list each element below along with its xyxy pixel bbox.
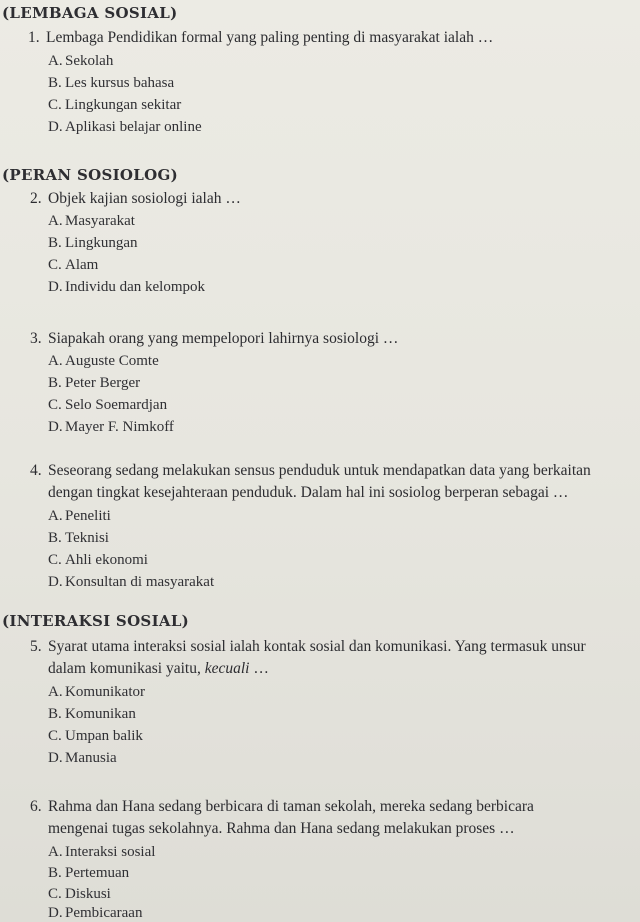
question-4-stem-line-2: dengan tingkat kesejahteraan penduduk. Dalam hal ini sosiolog berperan sebagai … <box>48 484 569 501</box>
option-text: Selo Soemardjan <box>65 397 168 413</box>
question-3-option-c[interactable] <box>48 396 167 414</box>
option-text: Individu dan kelompok <box>65 279 205 295</box>
question-4-option-d[interactable] <box>48 573 214 591</box>
question-6-option-b[interactable] <box>48 864 129 882</box>
option-letter: A. <box>48 213 63 229</box>
question-3-option-a[interactable] <box>48 352 159 370</box>
option-text: Lingkungan <box>65 235 138 251</box>
option-text: Pembicaraan <box>65 905 143 921</box>
option-text: Pertemuan <box>65 865 130 881</box>
option-letter: C. <box>48 728 62 744</box>
question-number: 2. <box>30 190 42 207</box>
section-heading-lembaga-sosial: (LEMBAGA SOSIAL) <box>2 4 178 22</box>
option-text: Peneliti <box>65 508 111 524</box>
option-letter: C. <box>48 97 62 113</box>
option-text: Ahli ekonomi <box>65 552 148 568</box>
question-2-stem <box>30 189 241 209</box>
option-text: Mayer F. Nimkoff <box>65 419 174 435</box>
option-letter: A. <box>48 844 63 860</box>
option-letter: A. <box>48 684 63 700</box>
option-letter: D. <box>48 119 63 135</box>
ellipsis: … <box>253 660 269 677</box>
question-1-option-d[interactable] <box>48 118 202 136</box>
question-2-option-b[interactable] <box>48 234 138 252</box>
option-text: Aplikasi belajar online <box>65 119 202 135</box>
question-5-option-d[interactable] <box>48 749 117 767</box>
question-text: Seseorang sedang melakukan sensus penduduk untuk mendapatkan data yang berkaitan <box>48 462 591 479</box>
question-5-stem-line-1 <box>30 637 586 657</box>
question-2-option-a[interactable] <box>48 212 135 230</box>
option-text: Teknisi <box>65 530 109 546</box>
option-text: Masyarakat <box>65 213 135 229</box>
option-letter: B. <box>48 530 62 546</box>
option-text: Umpan balik <box>65 728 143 744</box>
option-text: Komunikan <box>65 706 136 722</box>
question-number: 3. <box>30 330 42 347</box>
option-text: Lingkungan sekitar <box>65 97 182 113</box>
question-5-stem-line-2 <box>48 659 269 679</box>
option-letter: D. <box>48 279 63 295</box>
option-letter: B. <box>48 865 62 881</box>
option-text: Manusia <box>65 750 117 766</box>
question-4-option-a[interactable] <box>48 507 111 525</box>
question-3-option-b[interactable] <box>48 374 140 392</box>
question-5-option-b[interactable] <box>48 705 136 723</box>
option-text: Les kursus bahasa <box>65 75 175 91</box>
option-text: Konsultan di masyarakat <box>65 574 215 590</box>
option-letter: D. <box>48 419 63 435</box>
option-letter: A. <box>48 53 63 69</box>
question-1-option-b[interactable] <box>48 74 174 92</box>
question-text: Objek kajian sosiologi ialah … <box>48 190 241 207</box>
emphasis-kecuali: kecuali <box>204 660 250 677</box>
option-text: Auguste Comte <box>65 353 159 369</box>
question-text: Siapakah orang yang mempelopori lahirnya sosiologi … <box>48 330 399 347</box>
question-1-stem <box>28 28 493 48</box>
question-number: 6. <box>30 798 42 815</box>
question-2-option-c[interactable] <box>48 256 98 274</box>
question-4-option-c[interactable] <box>48 551 148 569</box>
section-heading-interaksi-sosial: (INTERAKSI SOSIAL) <box>2 612 190 630</box>
question-5-option-a[interactable] <box>48 683 145 701</box>
question-number: 4. <box>30 462 42 479</box>
question-number: 1. <box>28 29 40 46</box>
question-4-option-b[interactable] <box>48 529 109 547</box>
question-text: Rahma dan Hana sedang berbicara di taman sekolah, mereka sedang berbicara <box>48 798 534 815</box>
question-text: Lembaga Pendidikan formal yang paling penting di masyarakat ialah … <box>46 29 494 46</box>
option-text: Diskusi <box>65 886 111 902</box>
question-3-stem <box>30 329 398 349</box>
question-6-option-c[interactable] <box>48 885 111 903</box>
option-text: Interaksi sosial <box>65 844 156 860</box>
question-6-stem-line-2: mengenai tugas sekolahnya. Rahma dan Hana sedang melakukan proses … <box>48 820 515 837</box>
option-text: Alam <box>65 257 99 273</box>
option-letter: B. <box>48 75 62 91</box>
option-letter: D. <box>48 750 63 766</box>
option-letter: D. <box>48 574 63 590</box>
option-letter: C. <box>48 552 62 568</box>
option-letter: B. <box>48 235 62 251</box>
question-1-option-c[interactable] <box>48 96 181 114</box>
question-text: dalam komunikasi yaitu, <box>48 660 201 677</box>
question-6-option-d[interactable] <box>48 904 142 922</box>
option-letter: A. <box>48 353 63 369</box>
option-letter: C. <box>48 257 62 273</box>
question-5-option-c[interactable] <box>48 727 143 745</box>
question-4-stem-line-1 <box>30 461 591 481</box>
question-3-option-d[interactable] <box>48 418 174 436</box>
option-letter: D. <box>48 905 63 921</box>
option-letter: C. <box>48 397 62 413</box>
question-number: 5. <box>30 638 42 655</box>
option-letter: B. <box>48 706 62 722</box>
option-text: Sekolah <box>65 53 114 69</box>
option-letter: C. <box>48 886 62 902</box>
option-letter: A. <box>48 508 63 524</box>
option-text: Komunikator <box>65 684 145 700</box>
question-2-option-d[interactable] <box>48 278 205 296</box>
question-6-stem-line-1 <box>30 797 534 817</box>
question-text: Syarat utama interaksi sosial ialah kontak sosial dan komunikasi. Yang termasuk unsur <box>48 638 586 655</box>
question-6-option-a[interactable] <box>48 843 155 861</box>
option-letter: B. <box>48 375 62 391</box>
question-1-option-a[interactable] <box>48 52 113 70</box>
option-text: Peter Berger <box>65 375 141 391</box>
section-heading-peran-sosiolog: (PERAN SOSIOLOG) <box>2 166 178 184</box>
